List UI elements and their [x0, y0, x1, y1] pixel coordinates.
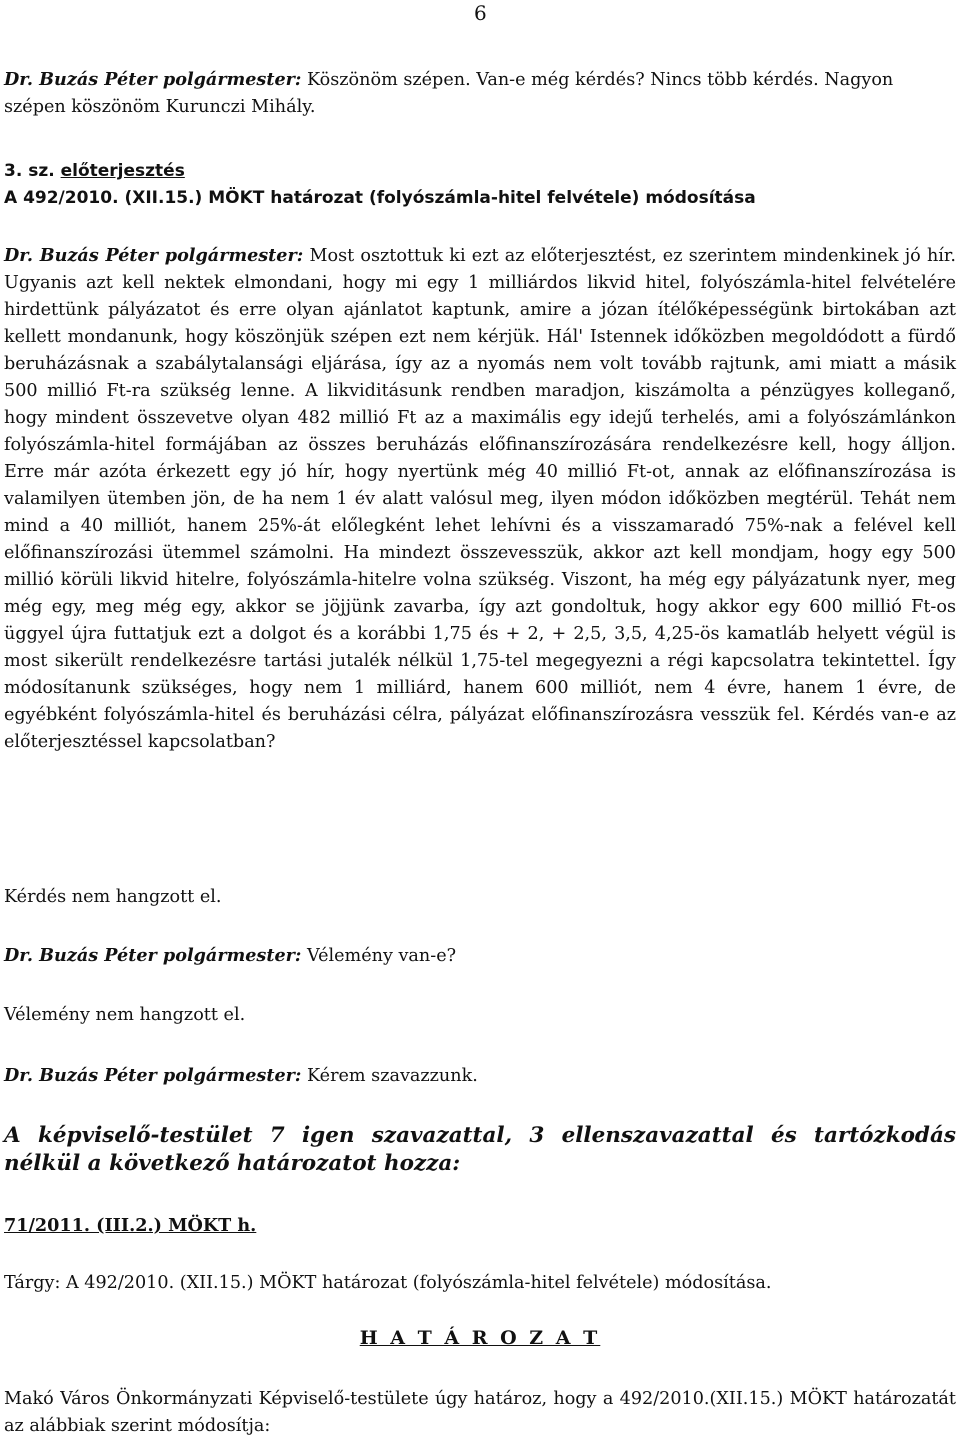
speaker-name: Dr. Buzás Péter polgármester:	[4, 945, 302, 966]
resolution-number: 71/2011. (III.2.) MÖKT h.	[4, 1215, 257, 1236]
resolution-text: Makó Város Önkormányzati Képviselő-testülete úgy határoz, hogy a 492/2010.(XII.15.) MÖKT határozatát az alábbiak szerint módosítja:	[4, 1389, 956, 1436]
speech-text: Vélemény van-e?	[301, 946, 457, 966]
speech-text: Most osztottuk ki ezt az előterjesztést, ez szerintem mindenkinek jó hír. Ugyanis azt kell nektek elmondani, hogy mi egy 1 milliárdos likvid hitel, folyószámla-hitel felvételére hirdettünk pályázatot és erre olyan ajánlatot kaptunk, amire a józan ítélőképességünk birtokában azt kellett mondanunk, hogy köszönjük szépen ezt nem kérjük. Hál' Istennek időközben megoldódott a fürdő beruházásnak a szabálytalansági eljárása, így az a nyomás nem volt tovább rajtunk, ami miatt a másik 500 millió Ft-ra szükség lenne. A likviditásunk rendben maradjon, kiszámolta a pénzügyes kolleganő, hogy mindent összevetve olyan 482 millió Ft az a maximális egy idejű terhelés, ami a folyószámlánkon folyószámla-hitel formájában az összes beruházás előfinanszírozására rendelkezésre kell, hogy álljon. Erre már azóta érkezett egy jó hír, hogy nyertünk még 40 millió Ft-ot, annak az előfinanszírozása is valamilyen ütemben jön, de ha nem 1 év alatt valósul meg, ilyen módon időközben megtérül. Tehát nem mind a 40 milliót, hanem 25%-át előlegként lehet lehívni és a visszamaradó 75%-nak a felével kell előfinanszírozási ütemmel számolni. Ha mindezt összevesszük, akkor azt kell mondjam, hogy egy 500 millió körüli likvid hitelre, folyószámla-hitelre volna szükség. Viszont, ha még egy pályázatunk nyer, meg még egy, meg még egy, akkor se jöjjünk zavarba, így azt gondoltuk, hogy akkor egy 600 millió Ft-os üggyel újra futtatjuk ezt a dolgot és a korábbi 1,75 és + 2, + 2,5, 3,5, 4,25-ös kamatláb helyett végül is most sikerült rendelkezésre tartási jutalék nélkül 1,75-tel megegyezni a régi kapcsolatra tekintettel. Így módosítanunk szükséges, hogy nem 1 milliárd, hanem 600 milliót, nem 4 évre, hanem 1 évre, de egyébként folyószámla-hitel és beruházási célra, pályázat előfinanszírozásra vesszük fel. Kérdés van-e az előterjesztéssel kapcsolatban?	[4, 246, 956, 752]
agenda-item-heading	[4, 158, 956, 212]
paragraph-no-questions: Kérdés nem hangzott el.	[4, 887, 222, 907]
vote-result: A képviselő-testület 7 igen szavazattal, 3 ellenszavazattal és tartózkodás nélkül a következő határozatot hozza:	[4, 1123, 956, 1176]
speaker-name: Dr. Buzás Péter polgármester:	[4, 1065, 302, 1086]
agenda-item-number-underlined: előterjesztés	[60, 161, 185, 181]
speaker-name: Dr. Buzás Péter polgármester:	[4, 69, 302, 90]
resolution-heading: H A T Á R O Z A T	[359, 1327, 601, 1349]
paragraph-vote-request	[4, 1062, 956, 1090]
agenda-item-title: A 492/2010. (XII.15.) MÖKT határozat (folyószámla-hitel felvétele) módosítása	[4, 188, 756, 208]
agenda-item-number: 3. sz. előterjesztés	[4, 161, 185, 181]
speech-text: Kérem szavazzunk.	[301, 1066, 478, 1086]
resolution-subject: Tárgy: A 492/2010. (XII.15.) MÖKT határozat (folyószámla-hitel felvétele) módosítása.	[4, 1273, 772, 1293]
paragraph-no-opinion: Vélemény nem hangzott el.	[4, 1005, 246, 1025]
paragraph-opinion-request	[4, 942, 956, 970]
speaker-name: Dr. Buzás Péter polgármester:	[4, 245, 304, 266]
paragraph-thanks	[4, 66, 956, 121]
speech-text: Köszönöm szépen. Van-e még kérdés? Nincs több kérdés. Nagyon szépen köszönöm Kurunczi Mihály.	[4, 70, 894, 117]
paragraph-proposal-speech	[4, 242, 956, 756]
page-number: 6	[474, 1, 487, 25]
